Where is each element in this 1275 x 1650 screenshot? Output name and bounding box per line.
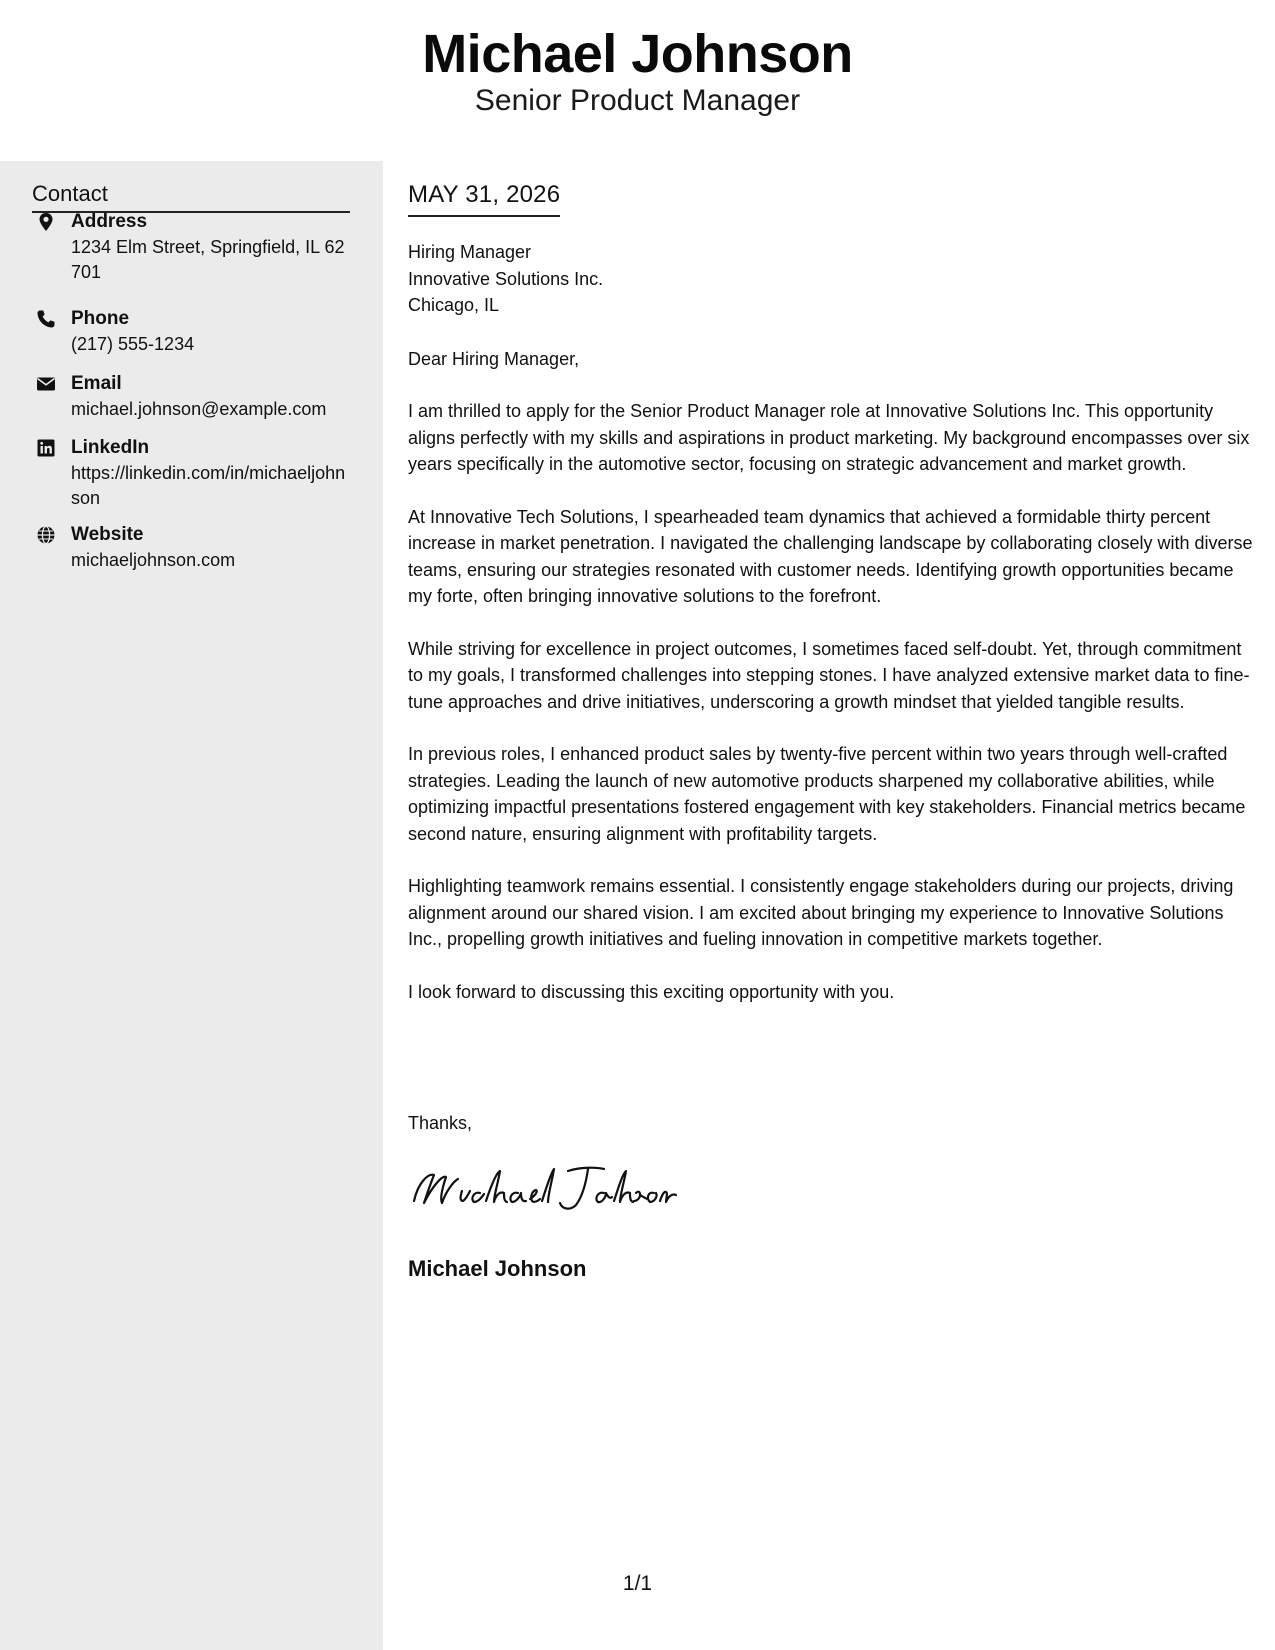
salutation: Dear Hiring Manager, bbox=[408, 349, 580, 369]
letter-paragraph: I look forward to discussing this exciting opportunity with you. bbox=[408, 981, 895, 1002]
website-label: Website bbox=[71, 524, 144, 545]
recipient-line: Innovative Solutions Inc. bbox=[408, 268, 604, 289]
letter-paragraph: At Innovative Tech Solutions, I spearheaded team dynamics that achieved a formidable thirty percent increase in market penetration. I navigated the challenging landscape by collaborating closely with diverse teams, ensuring our strategies resonated with customer needs. Identifying growth opportunities became my forte, often bringing innovative solutions to the forefront. bbox=[408, 506, 1253, 606]
letter-paragraph: In previous roles, I enhanced product sales by twenty-five percent within two years through well-crafted strategies. Leading the launch of new automotive products sharpened my collaborative abilities, while optimizing impactful presentations fostered engagement with key stakeholders. Financial metrics became second nature, ensuring alignment with profitability targets. bbox=[408, 744, 1246, 844]
applicant-role: Senior Product Manager bbox=[474, 84, 801, 117]
map-pin-icon bbox=[36, 212, 56, 232]
email-label: Email bbox=[71, 373, 122, 394]
recipient-block bbox=[408, 239, 603, 319]
page-number: 1/1 bbox=[622, 1572, 653, 1595]
contact-sidebar bbox=[0, 161, 383, 1650]
phone-value: (217) 555-1234 bbox=[71, 334, 195, 354]
website-value: michaeljohnson.com bbox=[71, 550, 236, 570]
signer-name: Michael Johnson bbox=[408, 1256, 587, 1281]
letter-paragraphs bbox=[408, 398, 1253, 1031]
linkedin-label: LinkedIn bbox=[71, 437, 150, 458]
address-value: 1234 Elm Street, Springfield, IL 62701 bbox=[71, 237, 345, 282]
recipient-line: Chicago, IL bbox=[408, 295, 500, 315]
envelope-icon bbox=[36, 374, 56, 394]
handwritten-signature bbox=[408, 1161, 678, 1221]
linkedin-icon bbox=[36, 438, 56, 458]
linkedin-value: https://linkedin.com/in/michaeljohnson bbox=[71, 463, 346, 508]
applicant-name: Michael Johnson bbox=[422, 24, 853, 84]
phone-icon bbox=[36, 309, 56, 329]
letter-date: MAY 31, 2026 bbox=[408, 179, 560, 217]
letter-paragraph: While striving for excellence in project outcomes, I sometimes faced self-doubt. Yet, through commitment to my goals, I transformed challenges into stepping stones. I have analyzed extensive market data to fine-tune approaches and drive initiatives, underscoring a growth mindset that yielded tangible results. bbox=[408, 638, 1250, 712]
letter-header bbox=[0, 0, 1275, 160]
phone-label: Phone bbox=[71, 308, 130, 329]
email-value: michael.johnson@example.com bbox=[71, 399, 327, 419]
address-label: Address bbox=[71, 211, 148, 232]
globe-icon bbox=[36, 525, 56, 545]
letter-paragraph: Highlighting teamwork remains essential. I consistently engage stakeholders during our projects, driving alignment around our shared vision. I am excited about bringing my experience to Innovative Solutions Inc., propelling growth initiatives and fueling innovation in competitive markets together. bbox=[408, 876, 1234, 949]
recipient-line: Hiring Manager bbox=[408, 242, 532, 262]
closing: Thanks, bbox=[408, 1113, 473, 1133]
contact-section-title: Contact bbox=[32, 179, 350, 213]
letter-paragraph: I am thrilled to apply for the Senior Product Manager role at Innovative Solutions Inc. This opportunity aligns perfectly with my skills and aspirations in product marketing. My background encompasses over six years specifically in the automotive sector, focusing on strategic advancement and market growth. bbox=[408, 401, 1250, 474]
